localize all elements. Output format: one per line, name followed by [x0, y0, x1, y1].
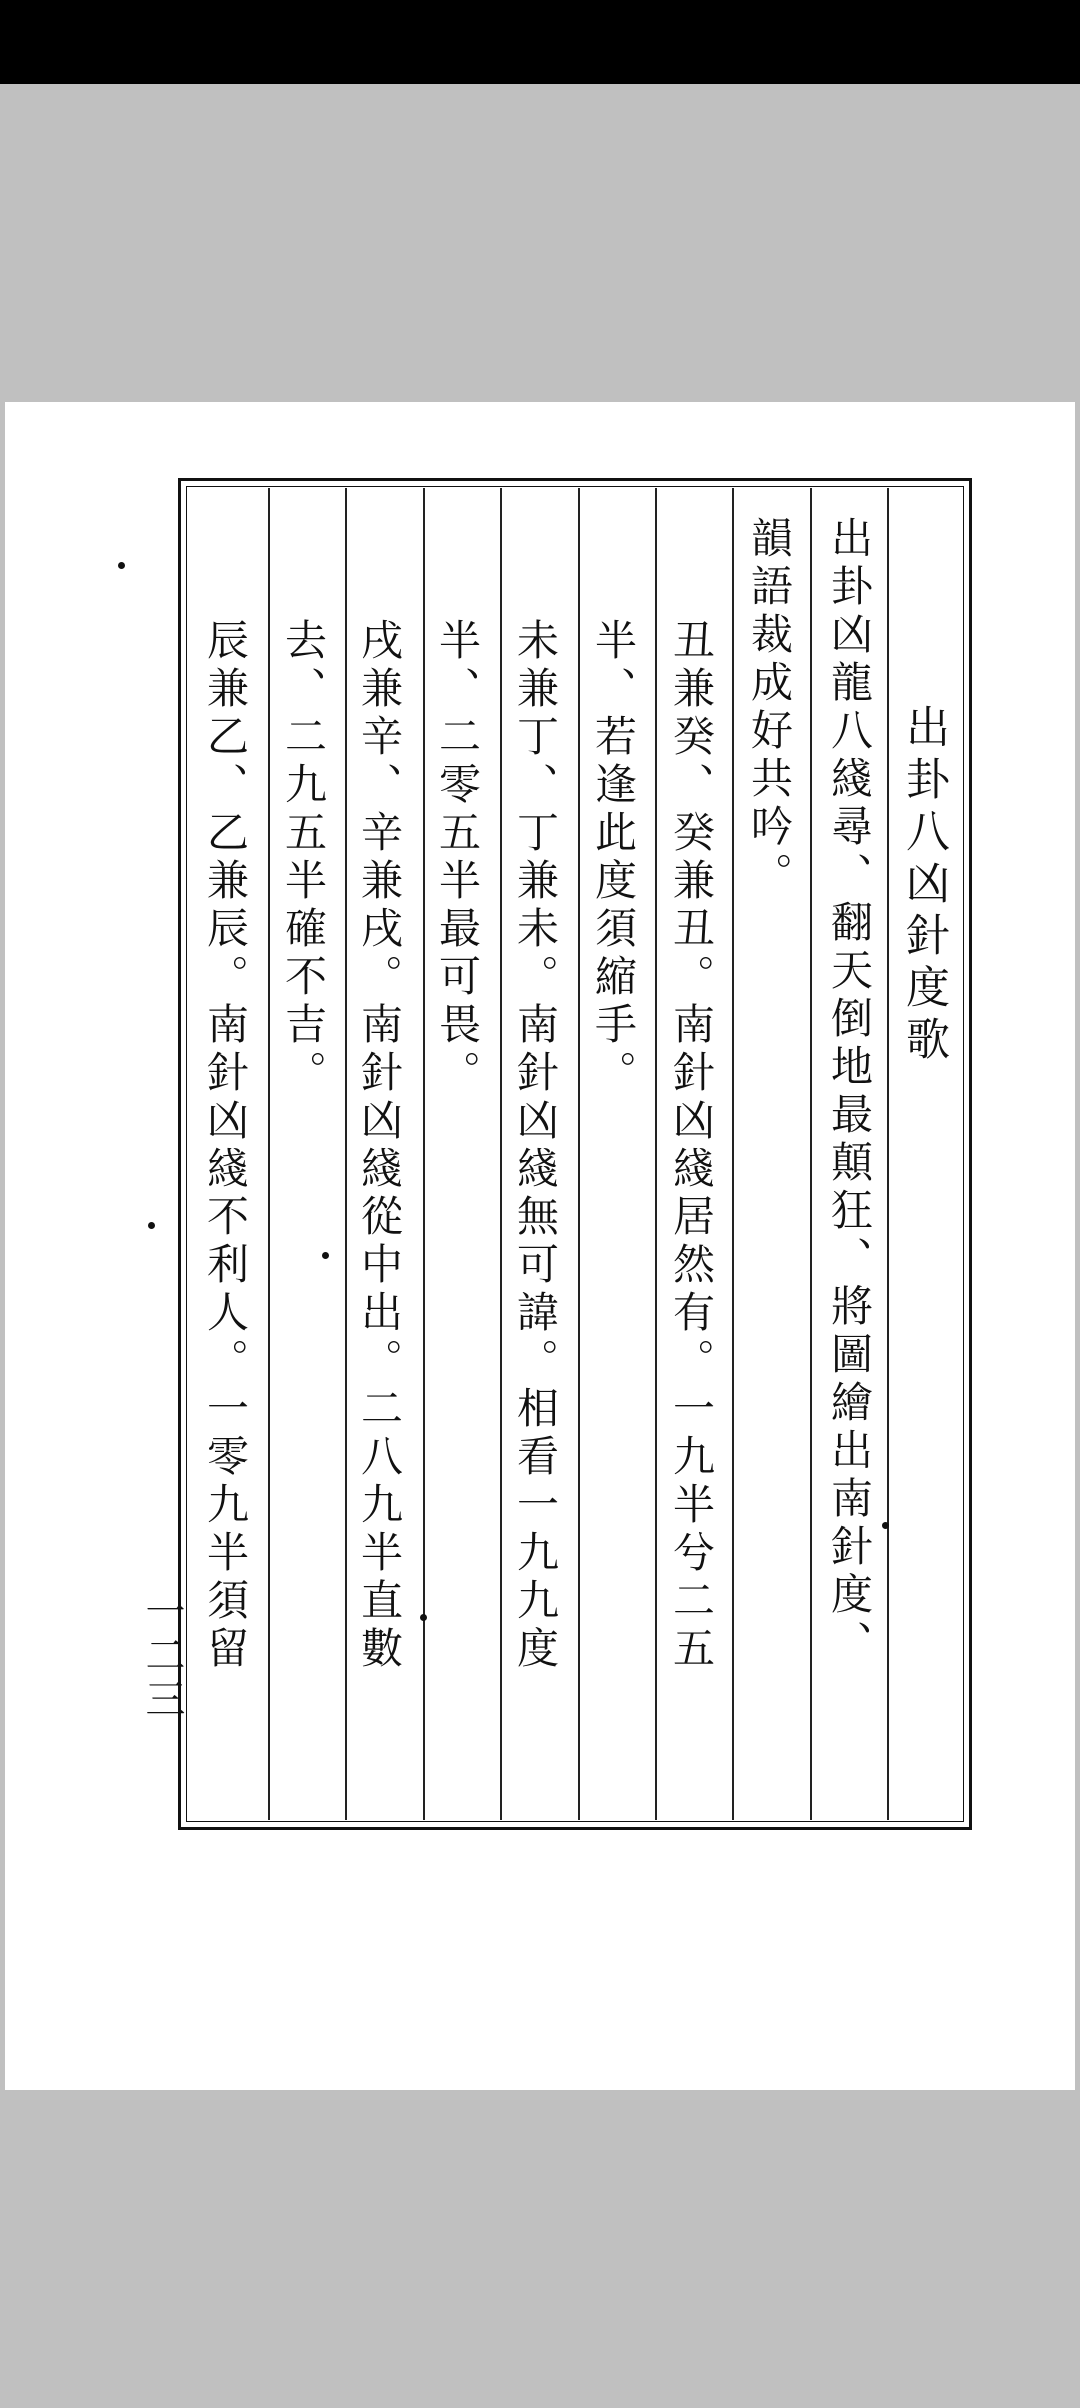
text-line-2: 韻語裁成好共吟。 — [745, 516, 794, 900]
status-bar — [0, 0, 1080, 84]
column-divider — [887, 488, 889, 1820]
text-line-9: 辰兼乙、乙兼辰。南針凶綫不利人。一零九半須留 — [201, 618, 250, 1674]
text-line-1: 出卦凶龍八綫尋、翻天倒地最顛狂、將圖繪出南針度、 — [825, 516, 874, 1668]
text-line-6: 半、二零五半最可畏。 — [433, 618, 482, 1098]
text-line-3: 丑兼癸、癸兼丑。南針凶綫居然有。一九半兮二五 — [667, 618, 716, 1674]
scan-speck — [118, 562, 125, 569]
column-divider — [345, 488, 347, 1820]
column-divider — [810, 488, 812, 1820]
scan-speck — [882, 1522, 889, 1529]
scan-speck — [148, 1222, 155, 1229]
column-divider — [655, 488, 657, 1820]
column-divider — [578, 488, 580, 1820]
column-divider — [268, 488, 270, 1820]
column-divider — [732, 488, 734, 1820]
text-line-7: 戌兼辛、辛兼戌。南針凶綫從中出。二八九半直數 — [355, 618, 404, 1674]
page-title: 出卦八凶針度歌 — [898, 704, 949, 1068]
text-line-4: 半、若逢此度須縮手。 — [589, 618, 638, 1098]
column-divider — [500, 488, 502, 1820]
scan-speck — [420, 1614, 427, 1621]
page-number: 一二三 — [139, 1590, 185, 1722]
scan-speck — [322, 1252, 329, 1259]
text-line-8: 去、二九五半確不吉。 — [279, 618, 328, 1098]
text-line-5: 未兼丁、丁兼未。南針凶綫無可諱。相看一九九度 — [511, 618, 560, 1674]
